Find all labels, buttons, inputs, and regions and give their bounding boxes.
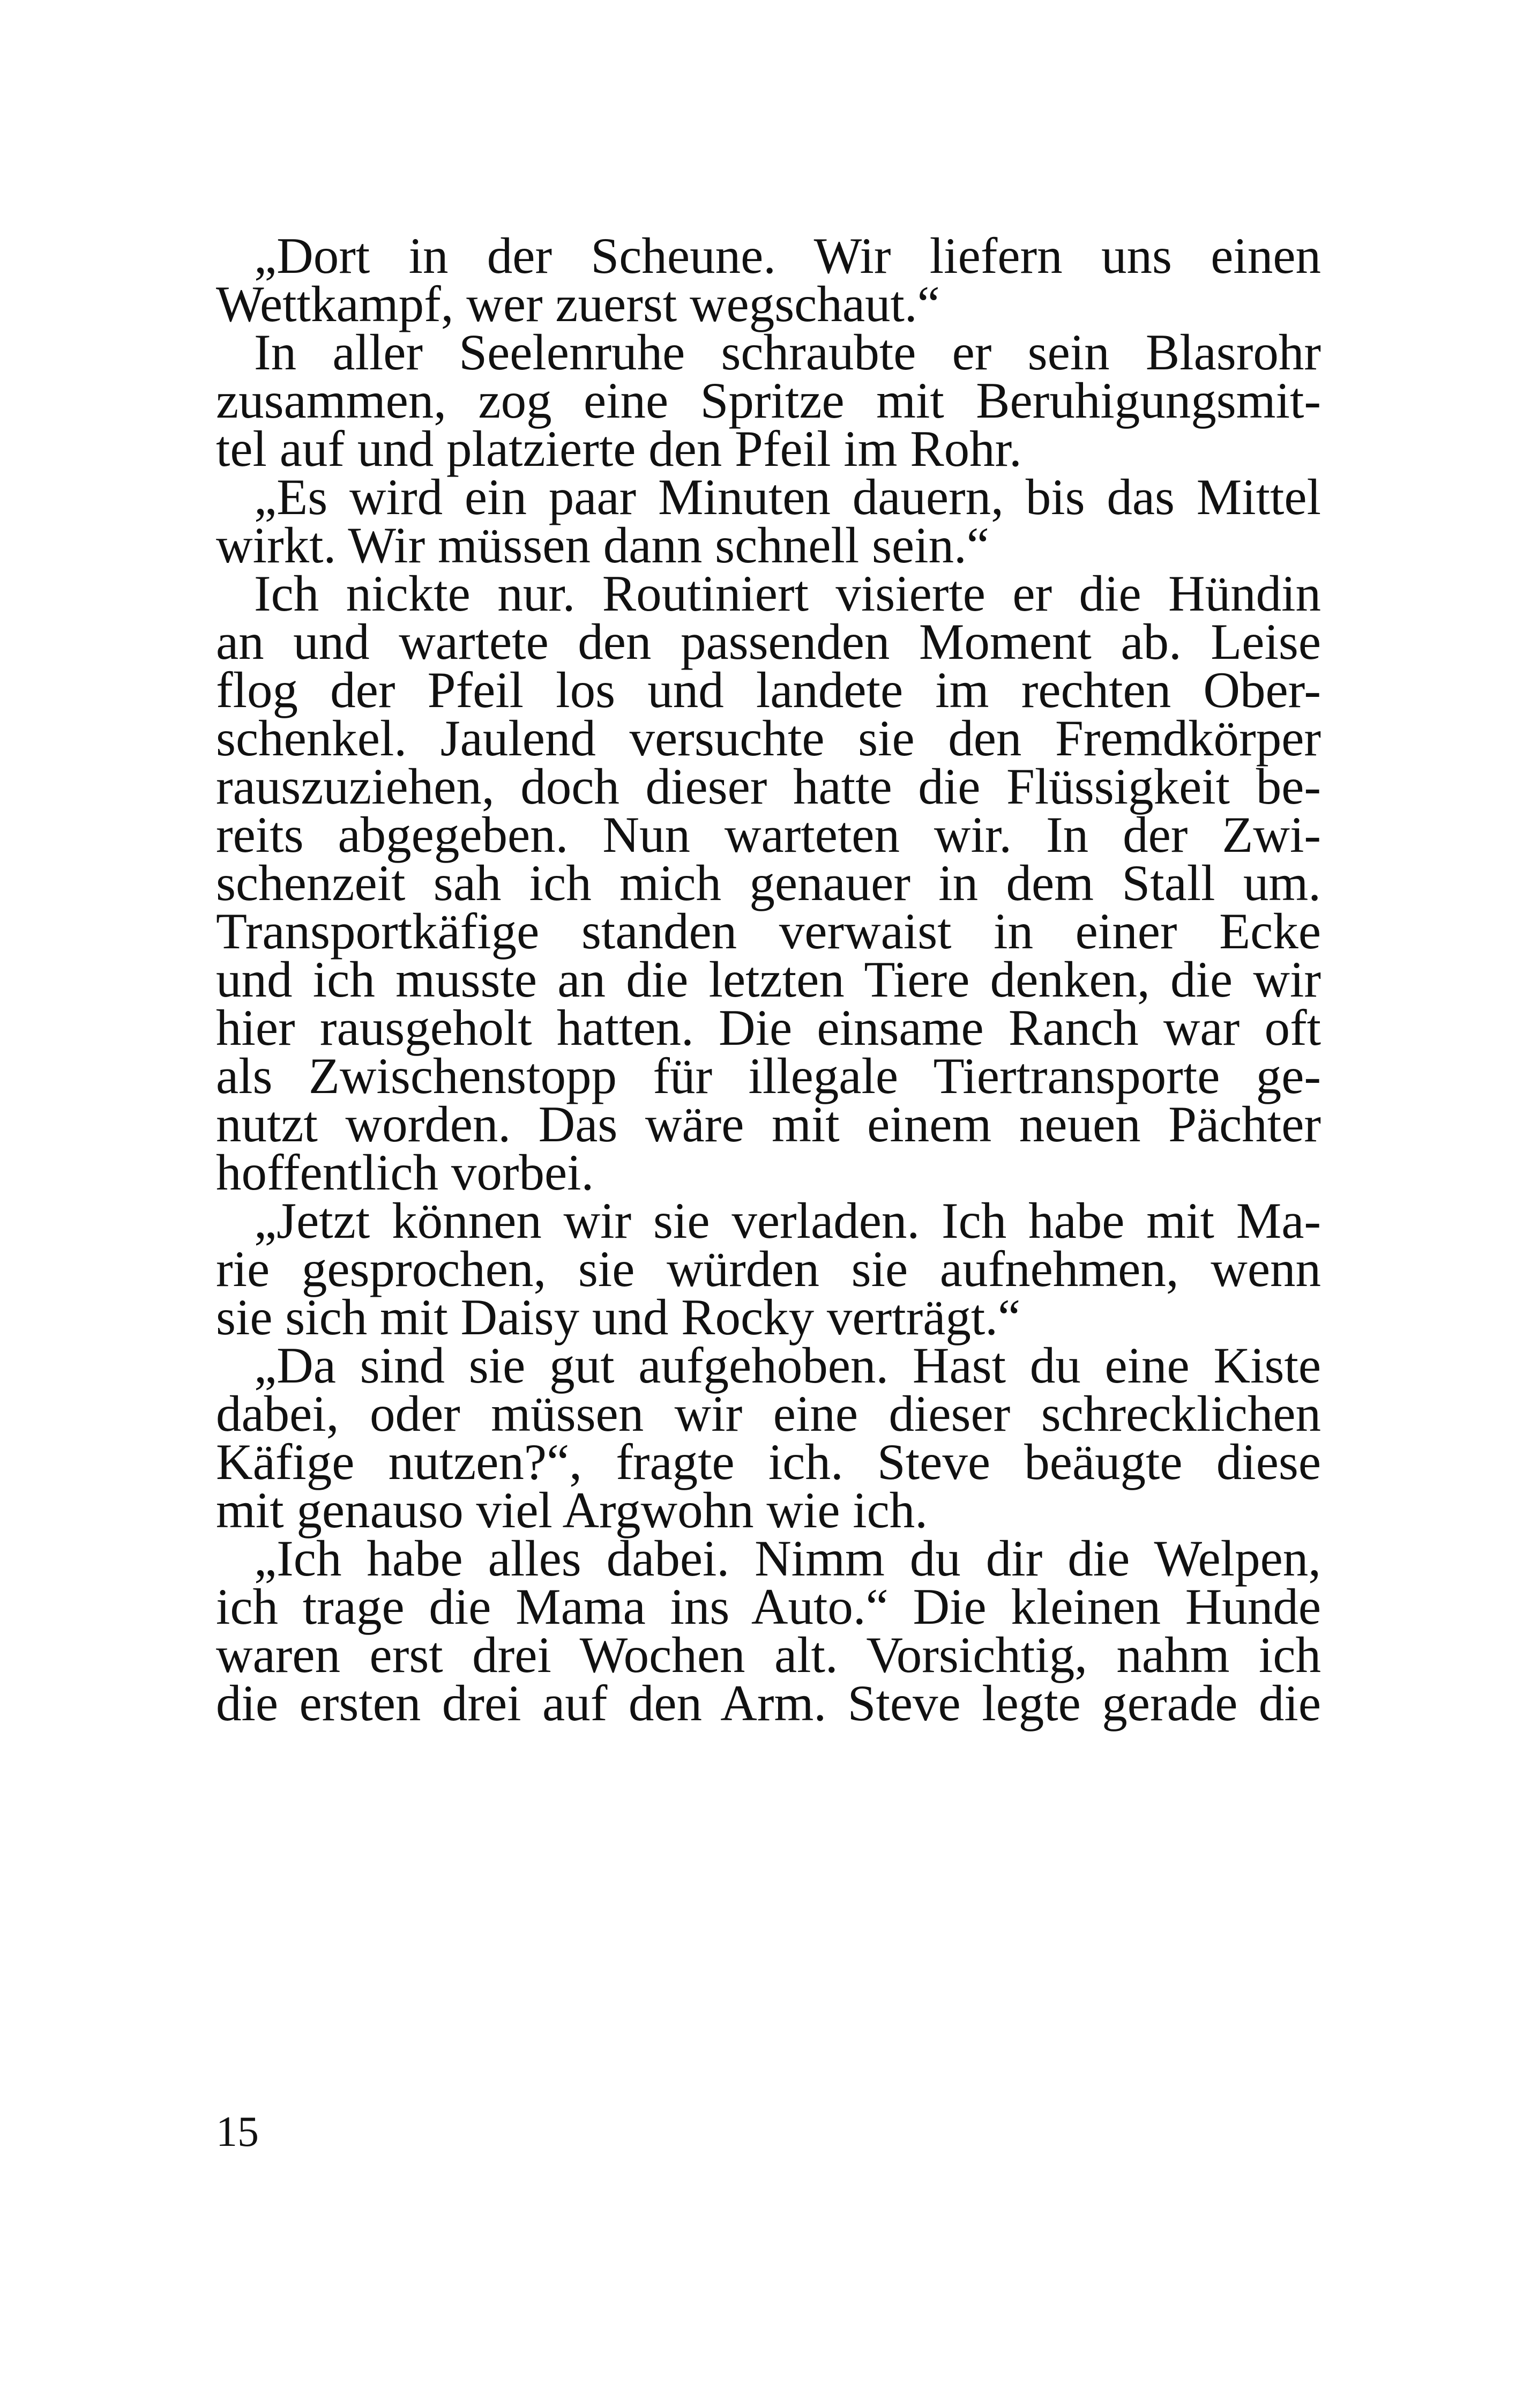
text-line: sie sich mit Daisy und Rocky verträgt.“ <box>216 1289 1021 1346</box>
paragraph <box>216 1192 1321 1346</box>
paragraph <box>216 324 1321 477</box>
text-line: Ich nickte nur. Routiniert visierte er die Hündin <box>254 565 1321 622</box>
paragraph <box>216 469 1321 574</box>
text-line: „Jetzt können wir sie verladen. Ich habe mit Ma- <box>254 1192 1321 1249</box>
text-line: Transportkäfige standen verwaist in einer Ecke <box>216 903 1321 960</box>
text-line: „Dort in der Scheune. Wir liefern uns einen <box>254 227 1321 284</box>
text-line: als Zwischenstopp für illegale Tiertransporte ge- <box>216 1047 1321 1104</box>
text-line: ich trage die Mama ins Auto.“ Die kleinen Hunde <box>216 1578 1321 1635</box>
text-line: rie gesprochen, sie würden sie aufnehmen, wenn <box>216 1240 1321 1297</box>
text-line: flog der Pfeil los und landete im rechten Ober- <box>216 662 1321 718</box>
text-line: waren erst drei Wochen alt. Vorsichtig, nahm ich <box>216 1626 1321 1683</box>
body-text <box>216 227 1321 1731</box>
text-line: mit genauso viel Argwohn wie ich. <box>216 1482 928 1539</box>
text-line: In aller Seelenruhe schraubte er sein Blasrohr <box>254 324 1321 381</box>
text-line: dabei, oder müssen wir eine dieser schrecklichen <box>216 1385 1321 1442</box>
text-line: und ich musste an die letzten Tiere denken, die wir <box>216 951 1321 1008</box>
text-line: tel auf und platzierte den Pfeil im Rohr. <box>216 420 1022 477</box>
text-line: die ersten drei auf den Arm. Steve legte gerade die <box>216 1675 1321 1731</box>
text-line: an und wartete den passenden Moment ab. Leise <box>216 613 1321 670</box>
text-line: schenkel. Jaulend versuchte sie den Fremdkörper <box>216 710 1321 767</box>
text-line: zusammen, zog eine Spritze mit Beruhigungsmit- <box>216 372 1321 429</box>
text-line: rauszuziehen, doch dieser hatte die Flüssigkeit be- <box>216 758 1321 815</box>
paragraph <box>216 1337 1321 1539</box>
paragraph <box>216 1530 1321 1731</box>
text-line: „Es wird ein paar Minuten dauern, bis das Mittel <box>254 469 1321 525</box>
text-line: reits abgegeben. Nun warteten wir. In der Zwi- <box>216 806 1321 863</box>
paragraph <box>216 227 1321 332</box>
text-line: hier rausgeholt hatten. Die einsame Ranch war oft <box>216 999 1321 1056</box>
text-line: Käfige nutzen?“, fragte ich. Steve beäugte diese <box>216 1433 1321 1490</box>
text-line: nutzt worden. Das wäre mit einem neuen Pächter <box>216 1096 1321 1153</box>
text-line: schenzeit sah ich mich genauer in dem Stall um. <box>216 854 1321 911</box>
paragraph <box>216 565 1321 1201</box>
text-line: „Ich habe alles dabei. Nimm du dir die Welpen, <box>254 1530 1321 1587</box>
text-line: Wettkampf, wer zuerst wegschaut.“ <box>216 276 940 332</box>
page-number: 15 <box>216 2108 259 2156</box>
text-line: „Da sind sie gut aufgehoben. Hast du eine Kiste <box>254 1337 1321 1394</box>
text-line: wirkt. Wir müssen dann schnell sein.“ <box>216 517 989 574</box>
text-line: hoffentlich vorbei. <box>216 1144 594 1201</box>
